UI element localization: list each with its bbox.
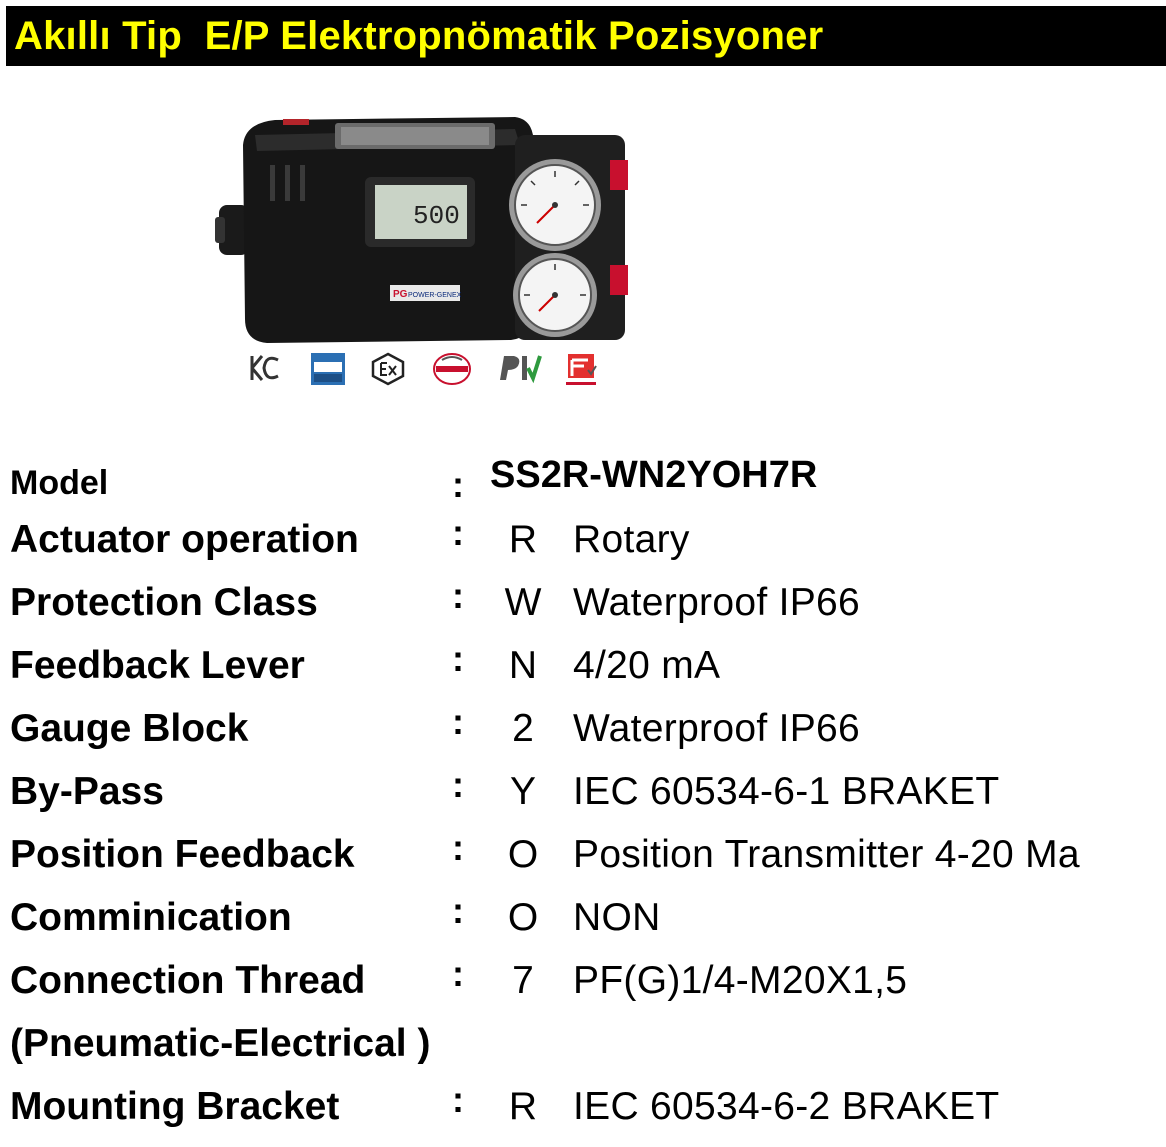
spec-value: Position Transmitter 4-20 Ma <box>573 833 1080 876</box>
certification-logos <box>240 352 620 392</box>
spec-separator: : <box>452 890 464 931</box>
ex-icon <box>370 352 406 386</box>
spec-row <box>0 827 1166 895</box>
spec-label: Protection Class <box>10 581 318 624</box>
spec-code: O <box>507 896 539 939</box>
lcd-display: 500 <box>413 201 460 231</box>
spec-separator: : <box>452 512 464 553</box>
spec-value: Rotary <box>573 518 690 561</box>
model-code: SS2R-WN2YOH7R <box>490 454 818 496</box>
spec-value: PF(G)1/4-M20X1,5 <box>573 959 908 1002</box>
spec-label: By-Pass <box>10 770 164 813</box>
spec-code: O <box>507 833 539 876</box>
kosha-icon <box>432 352 472 386</box>
spec-label: Mounting Bracket <box>10 1085 340 1128</box>
spec-value: IEC 60534-6-2 BRAKET <box>573 1085 1000 1128</box>
spec-value: Waterproof IP66 <box>573 707 861 750</box>
spec-value: 4/20 mA <box>573 644 721 687</box>
spec-code: Y <box>509 770 536 813</box>
spec-code: N <box>508 644 538 687</box>
spec-separator: : <box>452 764 464 805</box>
brand-label: POWER-GENEX <box>408 292 462 299</box>
spec-code: 2 <box>512 707 534 750</box>
iecex-icon <box>310 352 346 386</box>
spec-row <box>0 953 1166 1021</box>
spec-label: Feedback Lever <box>10 644 305 687</box>
kc-mark-icon <box>248 352 284 384</box>
spec-value: NON <box>573 896 661 939</box>
spec-label: Comminication <box>10 896 292 939</box>
page-title: Akıllı Tip E/P Elektropnömatik Pozisyoner <box>14 14 824 58</box>
spec-separator: : <box>452 953 464 994</box>
spec-value: Waterproof IP66 <box>573 581 861 624</box>
spec-row <box>0 701 1166 769</box>
brand-logo: PG <box>393 289 408 300</box>
fieldbus-foundation-icon <box>562 352 602 388</box>
spec-label: Position Feedback <box>10 833 355 876</box>
spec-row <box>0 890 1166 958</box>
spec-separator: : <box>452 575 464 616</box>
spec-label: (Pneumatic-Electrical ) <box>10 1022 431 1065</box>
spec-value: IEC 60534-6-1 BRAKET <box>573 770 1000 813</box>
spec-separator: : <box>452 827 464 868</box>
title-bar <box>6 6 1166 66</box>
spec-separator: : <box>452 701 464 742</box>
spec-label: Gauge Block <box>10 707 249 750</box>
spec-code: R <box>508 1085 538 1128</box>
spec-row <box>0 1079 1166 1147</box>
spec-row <box>0 638 1166 706</box>
model-row <box>0 454 1166 522</box>
model-label: Model <box>10 464 109 502</box>
spec-row <box>0 512 1166 580</box>
spec-row <box>0 575 1166 643</box>
spec-code: R <box>508 518 538 561</box>
spec-separator: : <box>452 638 464 679</box>
spec-code: W <box>504 581 542 624</box>
spec-row <box>0 1022 1166 1084</box>
spec-separator: : <box>452 1079 464 1120</box>
positioner-device-image <box>215 105 645 350</box>
model-separator: : <box>452 464 464 505</box>
spec-row <box>0 764 1166 832</box>
spec-label: Actuator operation <box>10 518 359 561</box>
spec-label: Connection Thread <box>10 959 366 1002</box>
pi-icon <box>496 352 542 384</box>
spec-code: 7 <box>512 959 534 1002</box>
